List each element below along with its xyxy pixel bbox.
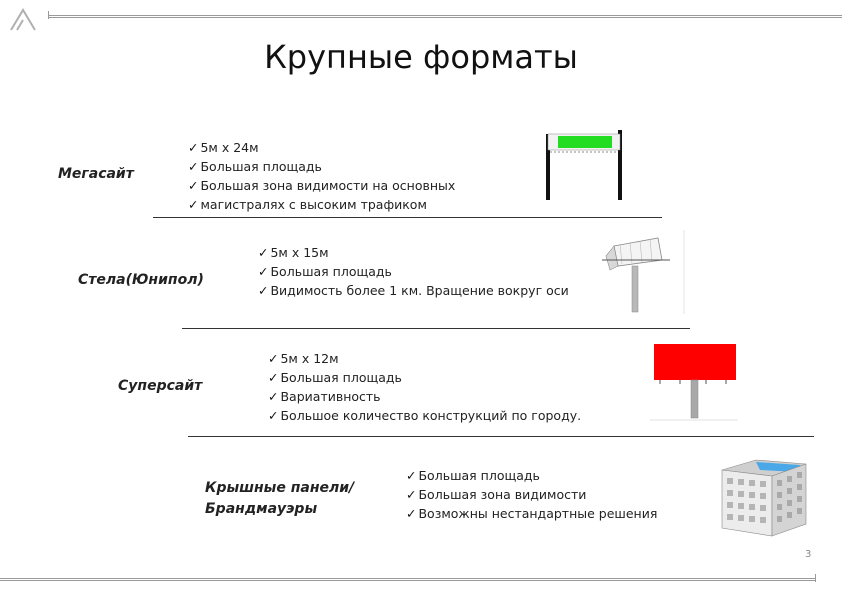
row-separator xyxy=(182,328,690,329)
top-rule xyxy=(48,15,842,18)
unipole-icon xyxy=(600,230,686,318)
format-name-megasite: Мегасайт xyxy=(58,166,134,182)
top-rule-stub xyxy=(48,11,49,19)
format-bullets-supersite xyxy=(268,349,581,425)
logo-icon xyxy=(8,8,38,32)
list-item: ✓ Вариативность xyxy=(268,387,581,406)
format-name-roof-panels: Крышные панели/ Брандмауэры xyxy=(205,480,355,517)
list-item: ✓ Большая площадь xyxy=(406,466,657,485)
list-item: ✓ 5м х 15м xyxy=(258,243,569,262)
format-name-supersite: Суперсайт xyxy=(118,378,203,394)
bottom-rule xyxy=(0,578,816,581)
list-item: ✓ Большая площадь xyxy=(188,157,455,176)
list-item: ✓ магистралях с высоким трафиком xyxy=(188,195,455,214)
list-item: ✓ Возможны нестандартные решения xyxy=(406,504,657,523)
row-separator xyxy=(188,436,814,437)
page-title: Крупные форматы xyxy=(264,38,578,76)
list-item: ✓ Большая зона видимости xyxy=(406,485,657,504)
page-number: 3 xyxy=(805,549,812,560)
list-item: ✓ Большое количество конструкций по городу. xyxy=(268,406,581,425)
bottom-rule-stub xyxy=(815,574,816,582)
format-bullets-megasite xyxy=(188,138,455,214)
row-separator xyxy=(153,217,662,218)
format-bullets-unipole xyxy=(258,243,569,300)
list-item: ✓ Большая площадь xyxy=(268,368,581,387)
megasite-billboard-icon xyxy=(544,130,626,200)
list-item: ✓ 5м х 24м xyxy=(188,138,455,157)
format-name-unipole: Стела(Юнипол) xyxy=(78,272,204,288)
building-icon xyxy=(716,454,812,538)
list-item: ✓ Большая зона видимости на основных xyxy=(188,176,455,195)
list-item: ✓ Видимость более 1 км. Вращение вокруг оси xyxy=(258,281,569,300)
format-bullets-roof-panels xyxy=(406,466,657,523)
supersite-billboard-icon xyxy=(650,342,740,422)
list-item: ✓ 5м х 12м xyxy=(268,349,581,368)
list-item: ✓ Большая площадь xyxy=(258,262,569,281)
